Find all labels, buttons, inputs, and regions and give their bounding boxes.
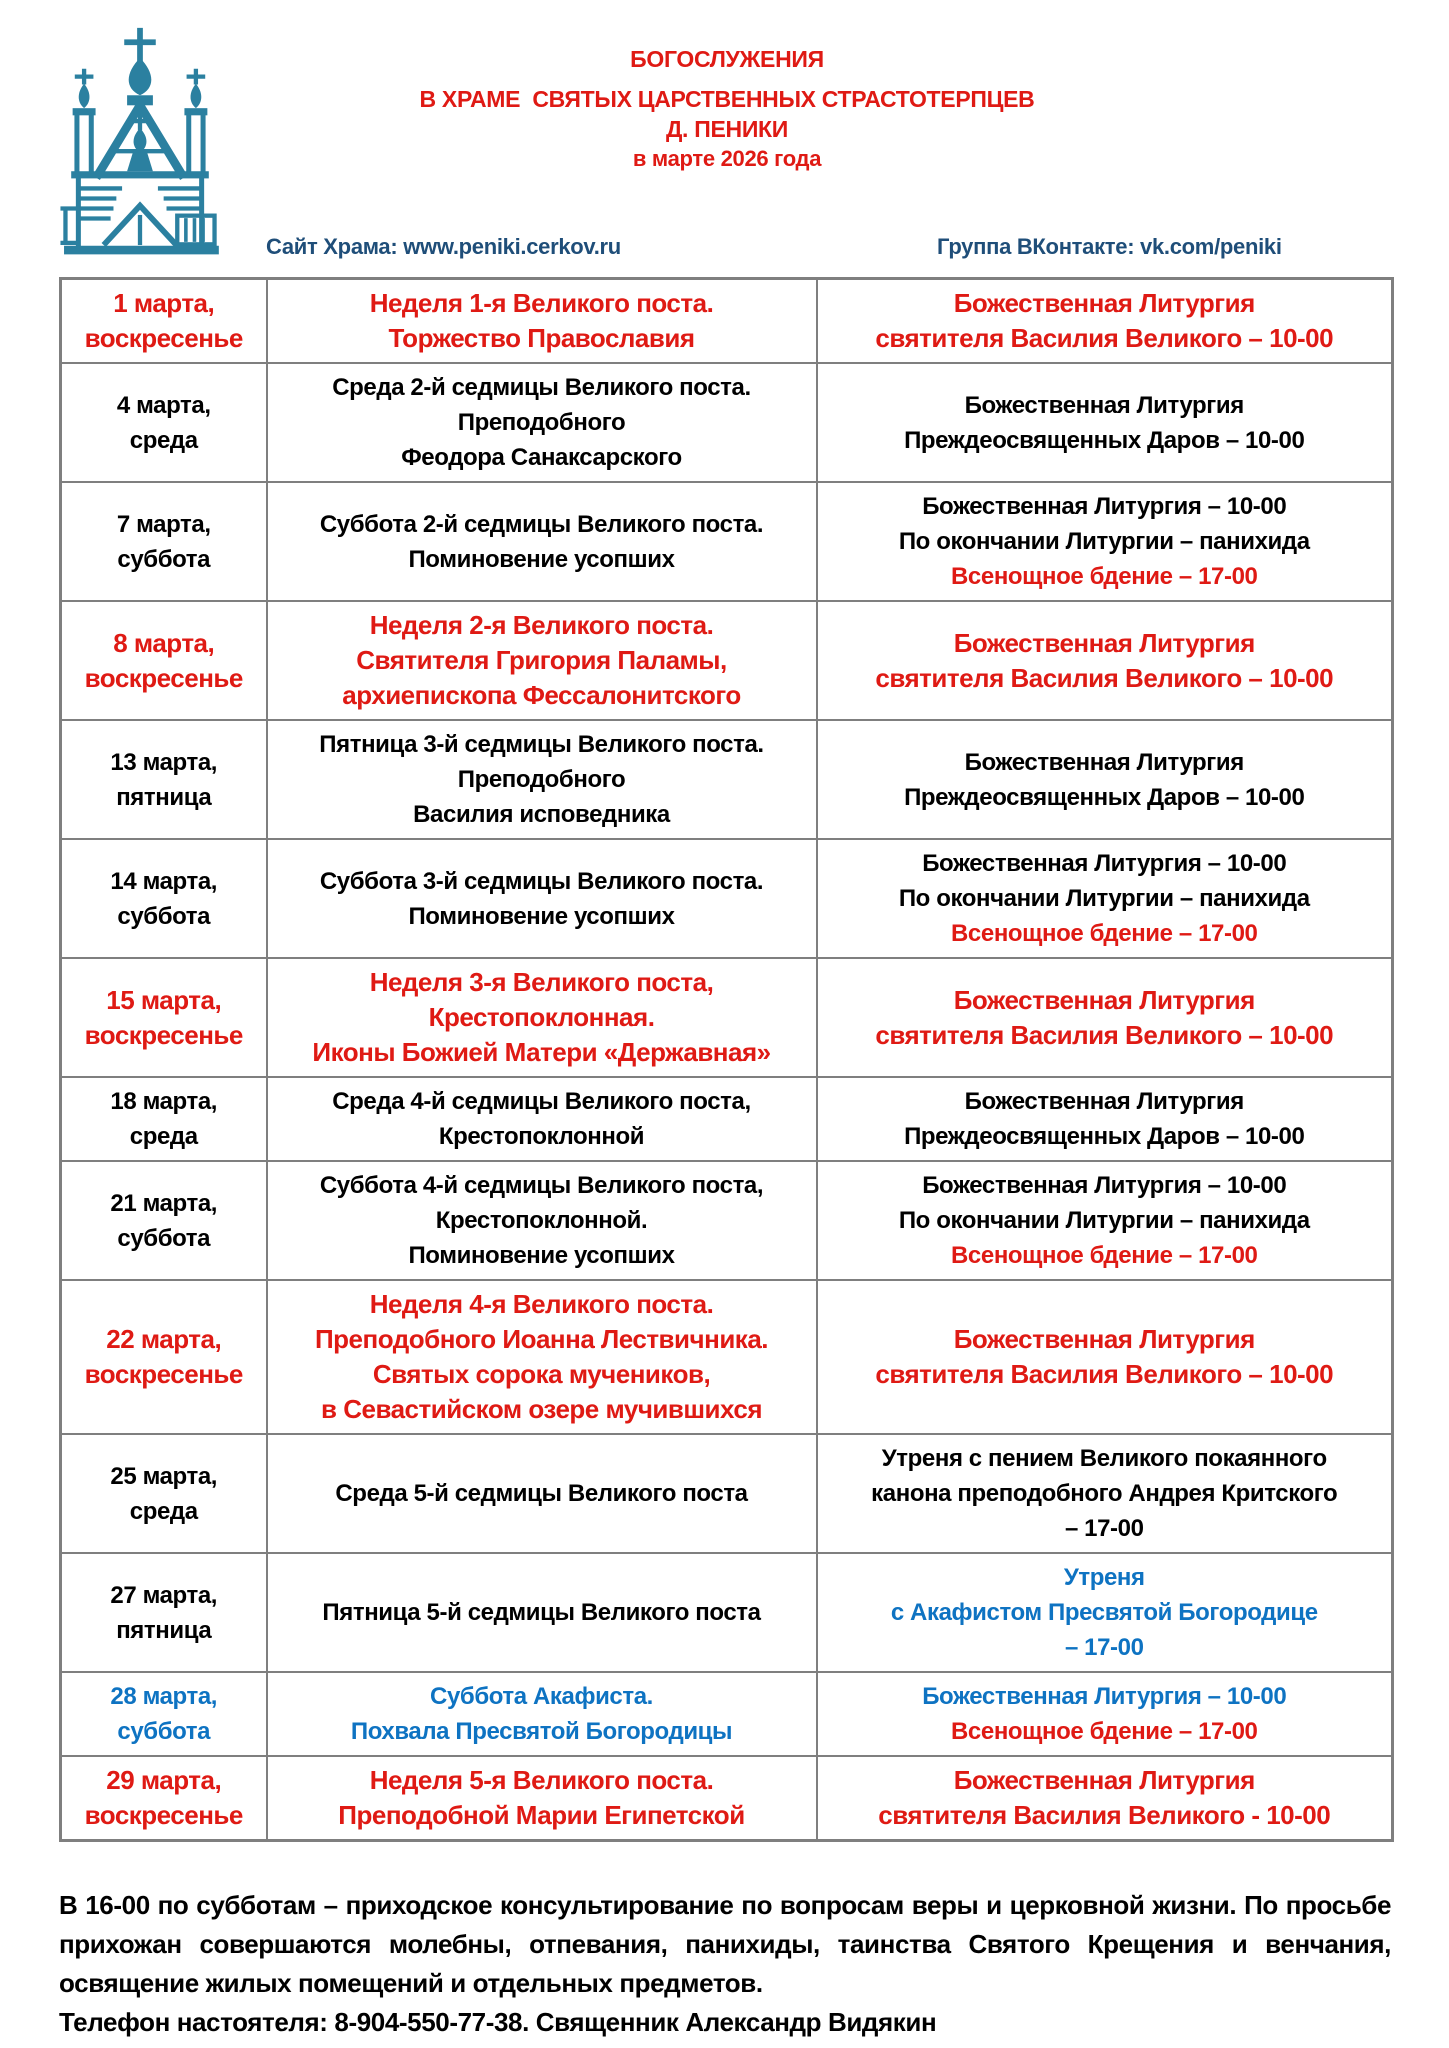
schedule-row xyxy=(61,958,1393,1077)
schedule-row xyxy=(61,720,1393,839)
schedule-table-container xyxy=(59,277,1394,1842)
schedule-row xyxy=(61,1077,1393,1161)
cell-line: Суббота 4-й седмицы Великого поста, xyxy=(319,1172,764,1199)
date-cell xyxy=(61,1672,267,1756)
description-cell xyxy=(267,1434,817,1553)
cell-line: 21 марта, xyxy=(110,1189,218,1217)
cell-line: 25 марта, xyxy=(110,1462,218,1490)
description-cell xyxy=(267,363,817,482)
cell-line: Божественная Литургия xyxy=(964,1088,1244,1115)
cell-line: Утреня с пением Великого покаянного xyxy=(881,1445,1327,1472)
date-cell xyxy=(61,839,267,958)
cell-line: Пятница 5-й седмицы Великого поста xyxy=(322,1599,761,1626)
header-links-row xyxy=(0,234,1449,264)
service-cell xyxy=(817,1161,1393,1280)
service-cell xyxy=(817,482,1393,601)
schedule-row xyxy=(61,1553,1393,1672)
date-cell xyxy=(61,958,267,1077)
cell-line: По окончании Литургии – панихида xyxy=(898,1207,1310,1234)
cell-line: 18 марта, xyxy=(110,1088,218,1115)
service-cell xyxy=(817,1280,1393,1434)
schedule-row xyxy=(61,601,1393,720)
document-footer xyxy=(59,1886,1391,2042)
schedule-row xyxy=(61,1756,1393,1841)
service-cell xyxy=(817,363,1393,482)
cell-line: Поминовение усопших xyxy=(408,902,675,930)
cell-line: Всенощное бдение – 17-00 xyxy=(951,1242,1258,1269)
cell-line: Божественная Литургия xyxy=(953,627,1255,658)
cell-line: Среда 5-й седмицы Великого поста xyxy=(335,1480,748,1507)
cell-line: Божественная Литургия – 10-00 xyxy=(922,850,1287,877)
description-cell xyxy=(267,839,817,958)
cell-line: Божественная Литургия – 10-00 xyxy=(922,1683,1287,1710)
schedule-row xyxy=(61,363,1393,482)
schedule-row xyxy=(61,279,1393,364)
cell-line: Василия исповедника xyxy=(413,801,670,828)
document-header xyxy=(0,0,1449,277)
service-cell xyxy=(817,958,1393,1077)
cell-line: Среда 4-й седмицы Великого поста, xyxy=(332,1088,751,1115)
service-cell xyxy=(817,601,1393,720)
cell-line: Крестопоклонная. xyxy=(428,1002,655,1032)
footer-note: В 16-00 по субботам – приходское консультирование по вопросам веры и церковной жизни. По просьбе прихожан совершаются молебны, отпевания, панихиды, таинства Святого Крещения и венчания, освящение жилых помещений и отдельных предметов. xyxy=(59,1890,1391,1998)
cell-line: 29 марта, xyxy=(106,1765,222,1795)
cell-line: среда xyxy=(129,426,198,454)
description-cell xyxy=(267,1280,817,1434)
cell-line: Преждеосвященных Даров – 10-00 xyxy=(904,783,1305,811)
date-cell xyxy=(61,1756,267,1841)
cell-line: Утреня xyxy=(1063,1564,1145,1591)
description-cell xyxy=(267,1756,817,1841)
cell-line: По окончании Литургии – панихида xyxy=(898,528,1310,555)
cell-line: суббота xyxy=(117,1224,211,1252)
cell-line: с Акафистом Пресвятой Богородице xyxy=(890,1599,1318,1626)
cell-line: Крестопоклонной xyxy=(438,1123,645,1150)
date-cell xyxy=(61,1280,267,1434)
cell-line: Божественная Литургия – 10-00 xyxy=(922,1172,1287,1199)
description-cell xyxy=(267,958,817,1077)
service-cell xyxy=(817,279,1393,364)
cell-line: суббота xyxy=(117,545,211,573)
cell-line: Суббота 2-й седмицы Великого поста. xyxy=(319,510,764,538)
cell-line: Божественная Литургия xyxy=(953,984,1255,1015)
schedule-table xyxy=(59,277,1394,1842)
cell-line: святителя Василия Великого – 10-00 xyxy=(875,1019,1334,1050)
description-cell xyxy=(267,482,817,601)
cell-line: Неделя 5-я Великого поста. xyxy=(369,1765,714,1795)
date-cell xyxy=(61,1553,267,1672)
service-cell xyxy=(817,720,1393,839)
cell-line: Иконы Божией Матери «Державная» xyxy=(312,1037,771,1067)
cell-line: среда xyxy=(129,1123,198,1150)
cell-line: среда xyxy=(129,1497,198,1525)
cell-line: Всенощное бдение – 17-00 xyxy=(951,1718,1258,1745)
cell-line: 14 марта, xyxy=(110,867,218,895)
cell-line: святителя Василия Великого – 10-00 xyxy=(875,662,1334,693)
cell-line: Всенощное бдение – 17-00 xyxy=(951,563,1258,590)
schedule-row xyxy=(61,1434,1393,1553)
cell-line: Божественная Литургия xyxy=(953,288,1255,318)
title-line-1: БОГОСЛУЖЕНИЯ xyxy=(630,46,824,72)
service-cell xyxy=(817,1434,1393,1553)
date-cell xyxy=(61,1434,267,1553)
description-cell xyxy=(267,1672,817,1756)
cell-line: Феодора Санаксарского xyxy=(401,444,682,471)
cell-line: 7 марта, xyxy=(116,510,211,538)
cell-line: суббота xyxy=(117,1718,211,1745)
service-cell xyxy=(817,1077,1393,1161)
date-cell xyxy=(61,279,267,364)
cell-line: Неделя 3-я Великого поста, xyxy=(369,967,714,997)
schedule-row xyxy=(61,1161,1393,1280)
cell-line: – 17-00 xyxy=(1064,1515,1144,1542)
cell-line: – 17-00 xyxy=(1064,1634,1144,1661)
cell-line: Суббота Акафиста. xyxy=(430,1683,653,1710)
schedule-row xyxy=(61,482,1393,601)
cell-line: По окончании Литургии – панихида xyxy=(898,885,1310,912)
service-cell xyxy=(817,1672,1393,1756)
cell-line: Крестопоклонной. xyxy=(435,1207,648,1234)
cell-line: Преждеосвященных Даров – 10-00 xyxy=(904,1123,1305,1150)
cell-line: Всенощное бдение – 17-00 xyxy=(951,920,1258,947)
cell-line: воскресенье xyxy=(84,1019,243,1050)
date-cell xyxy=(61,1077,267,1161)
cell-line: Преподобного xyxy=(457,409,626,436)
cell-line: святителя Василия Великого – 10-00 xyxy=(875,1359,1334,1389)
date-cell xyxy=(61,1161,267,1280)
schedule-table-body xyxy=(61,279,1393,1841)
cell-line: воскресенье xyxy=(84,662,243,693)
cell-line: 13 марта, xyxy=(110,748,218,776)
cell-line: воскресенье xyxy=(84,1800,243,1830)
cell-line: Преждеосвященных Даров – 10-00 xyxy=(904,426,1305,454)
date-cell xyxy=(61,482,267,601)
description-cell xyxy=(267,1161,817,1280)
title-line-3: Д. ПЕНИКИ xyxy=(665,116,789,142)
cell-line: Неделя 2-я Великого поста. xyxy=(369,610,714,640)
document-title-block xyxy=(62,44,1392,174)
description-cell xyxy=(267,279,817,364)
date-cell xyxy=(61,720,267,839)
cell-line: Святых сорока мучеников, xyxy=(372,1359,711,1389)
cell-line: Божественная Литургия xyxy=(953,1324,1255,1354)
cell-line: воскресенье xyxy=(84,1359,243,1389)
cell-line: Суббота 3-й седмицы Великого поста. xyxy=(319,867,764,895)
cell-line: архиепископа Фессалонитского xyxy=(342,680,741,710)
cell-line: Среда 2-й седмицы Великого поста. xyxy=(332,374,751,401)
cell-line: пятница xyxy=(116,1616,212,1644)
cell-line: 22 марта, xyxy=(106,1324,222,1354)
description-cell xyxy=(267,601,817,720)
cell-line: 8 марта, xyxy=(113,627,215,658)
service-cell xyxy=(817,839,1393,958)
cell-line: святителя Василия Великого - 10-00 xyxy=(878,1800,1331,1830)
cell-line: воскресенье xyxy=(84,323,243,353)
cell-line: канона преподобного Андрея Критского xyxy=(871,1480,1338,1507)
vk-group-link[interactable]: Группа ВКонтакте: vk.com/peniki xyxy=(937,234,1282,259)
description-cell xyxy=(267,720,817,839)
service-cell xyxy=(817,1756,1393,1841)
schedule-row xyxy=(61,1672,1393,1756)
cell-line: в Севастийском озере мучившихся xyxy=(321,1394,762,1424)
description-cell xyxy=(267,1553,817,1672)
description-cell xyxy=(267,1077,817,1161)
cell-line: Пятница 3-й седмицы Великого поста. xyxy=(319,731,764,758)
cell-line: Божественная Литургия xyxy=(964,391,1244,419)
cell-line: Божественная Литургия xyxy=(964,748,1244,776)
cell-line: Преподобной Марии Египетской xyxy=(338,1800,745,1830)
cell-line: Святителя Григория Паламы, xyxy=(356,645,727,675)
cell-line: святителя Василия Великого – 10-00 xyxy=(875,323,1334,353)
cell-line: Преподобного xyxy=(457,766,626,793)
cell-line: 15 марта, xyxy=(106,984,222,1015)
cell-line: Божественная Литургия xyxy=(953,1765,1255,1795)
cell-line: суббота xyxy=(117,902,211,930)
cell-line: Поминовение усопших xyxy=(408,1242,675,1269)
cell-line: Божественная Литургия – 10-00 xyxy=(922,493,1287,520)
cell-line: 1 марта, xyxy=(113,288,215,318)
service-cell xyxy=(817,1553,1393,1672)
cell-line: 28 марта, xyxy=(110,1683,218,1710)
cell-line: 27 марта, xyxy=(110,1581,218,1609)
cell-line: Торжество Православия xyxy=(388,323,695,353)
date-cell xyxy=(61,363,267,482)
site-url-link[interactable]: Сайт Храма: www.peniki.cerkov.ru xyxy=(266,234,621,259)
cell-line: 4 марта, xyxy=(116,391,211,419)
cell-line: Похвала Пресвятой Богородицы xyxy=(350,1718,733,1745)
schedule-row xyxy=(61,1280,1393,1434)
cell-line: Поминовение усопших xyxy=(408,545,675,573)
footer-phone-line: Телефон настоятеля: 8-904-550-77-38. Священник Александр Видякин xyxy=(59,2007,937,2037)
cell-line: Неделя 1-я Великого поста. xyxy=(369,288,714,318)
title-line-2: В ХРАМЕ СВЯТЫХ ЦАРСТВЕННЫХ СТРАСТОТЕРПЦЕВ xyxy=(419,86,1035,112)
cell-line: Преподобного Иоанна Лествичника. xyxy=(314,1324,768,1354)
schedule-row xyxy=(61,839,1393,958)
cell-line: пятница xyxy=(116,783,212,811)
cell-line: Неделя 4-я Великого поста. xyxy=(369,1289,714,1319)
date-cell xyxy=(61,601,267,720)
title-line-4: в марте 2026 года xyxy=(632,146,822,171)
